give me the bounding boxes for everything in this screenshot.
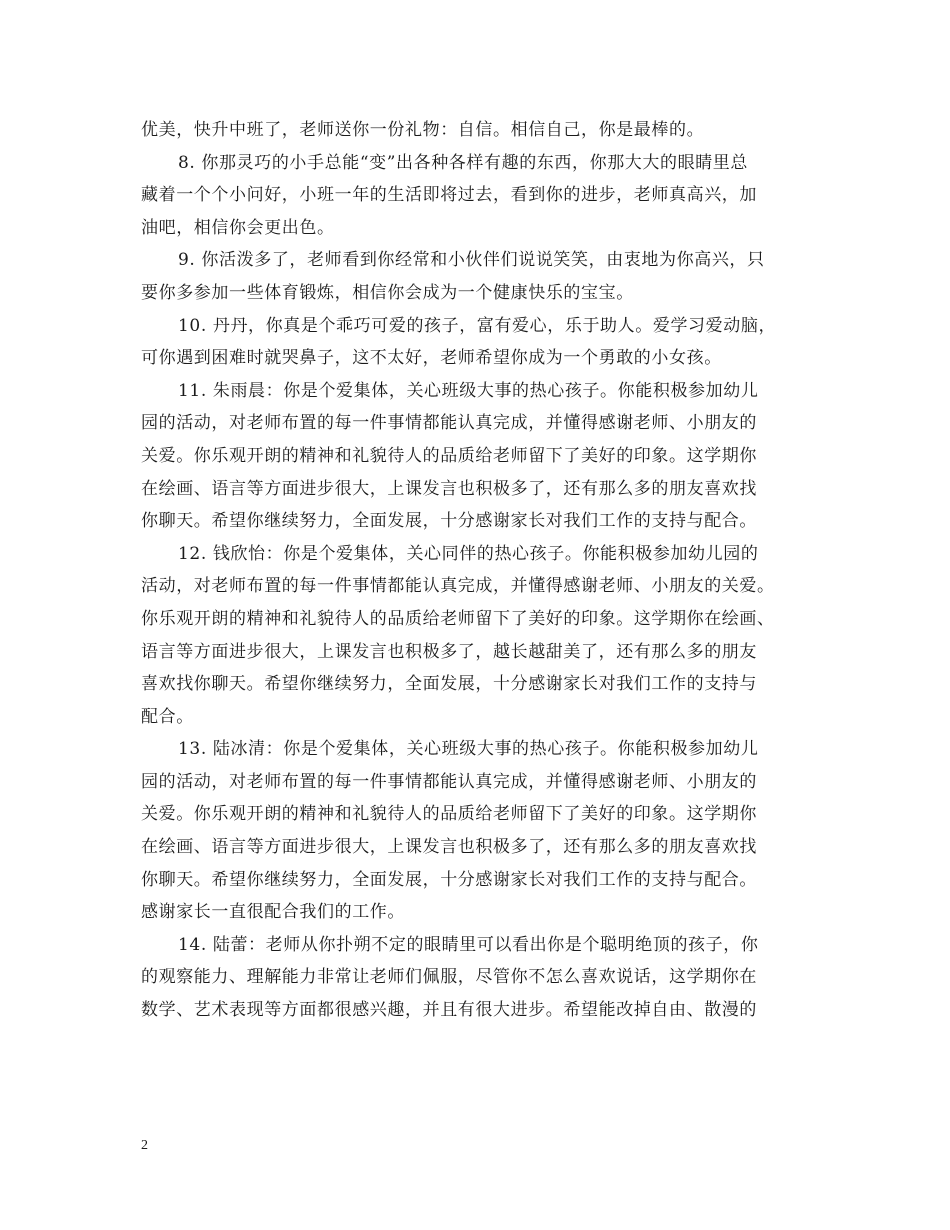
text-line: 要你多参加一些体育锻炼，相信你会成为一个健康快乐的宝宝。 bbox=[141, 282, 634, 303]
text-line: 在绘画、语言等方面进步很大，上课发言也积极多了，还有那么多的朋友喜欢找 bbox=[141, 837, 757, 858]
text-line: 的观察能力、理解能力非常让老师们佩服，尽管你不怎么喜欢说话，这学期你在 bbox=[141, 967, 757, 988]
text-line: 配合。 bbox=[141, 706, 194, 727]
text-line: 在绘画、语言等方面进步很大，上课发言也积极多了，还有那么多的朋友喜欢找 bbox=[141, 478, 757, 499]
text-line: 你聊天。希望你继续努力，全面发展，十分感谢家长对我们工作的支持与配合。 bbox=[141, 869, 757, 890]
text-line: 感谢家长一直很配合我们的工作。 bbox=[141, 902, 405, 923]
text-line: 园的活动，对老师布置的每一件事情都能认真完成，并懂得感谢老师、小朋友的 bbox=[141, 413, 757, 434]
text-line: 语言等方面进步很大，上课发言也积极多了，越长越甜美了，还有那么多的朋友 bbox=[141, 641, 757, 662]
text-line: 活动，对老师布置的每一件事情都能认真完成，并懂得感谢老师、小朋友的关爱。 bbox=[141, 576, 775, 597]
text-line: 数学、艺术表现等方面都很感兴趣，并且有很大进步。希望能改掉自由、散漫的 bbox=[141, 1000, 757, 1021]
text-line: 园的活动，对老师布置的每一件事情都能认真完成，并懂得感谢老师、小朋友的 bbox=[141, 771, 757, 792]
text-line: 油吧，相信你会更出色。 bbox=[141, 217, 335, 238]
page-number: 2 bbox=[141, 1138, 148, 1153]
text-line: 关爱。你乐观开朗的精神和礼貌待人的品质给老师留下了美好的印象。这学期你 bbox=[141, 804, 757, 825]
text-line: 13. 陆冰清：你是个爱集体，关心班级大事的热心孩子。你能积极参加幼儿 bbox=[178, 739, 759, 760]
text-line: 12. 钱欣怡：你是个爱集体，关心同伴的热心孩子。你能积极参加幼儿园的 bbox=[178, 543, 759, 564]
text-line: 优美，快升中班了，老师送你一份礼物：自信。相信自己，你是最棒的。 bbox=[141, 120, 705, 140]
text-line: 你乐观开朗的精神和礼貌待人的品质给老师留下了美好的印象。这学期你在绘画、 bbox=[141, 608, 775, 629]
text-line: 关爱。你乐观开朗的精神和礼貌待人的品质给老师留下了美好的印象。这学期你 bbox=[141, 445, 757, 466]
text-line: 8. 你那灵巧的小手总能“变”出各种各样有趣的东西，你那大大的眼睛里总 bbox=[178, 152, 749, 173]
body-text bbox=[141, 114, 821, 1027]
text-line: 喜欢找你聊天。希望你继续努力，全面发展，十分感谢家长对我们工作的支持与 bbox=[141, 674, 757, 695]
text-line: 11. 朱雨晨：你是个爱集体，关心班级大事的热心孩子。你能积极参加幼儿 bbox=[178, 380, 759, 401]
text-line: 可你遇到困难时就哭鼻子，这不太好，老师希望你成为一个勇敢的小女孩。 bbox=[141, 348, 722, 369]
text-line: 藏着一个个小问好，小班一年的生活即将过去，看到你的进步，老师真高兴，加 bbox=[141, 185, 757, 206]
text-line: 9. 你活泼多了，老师看到你经常和小伙伴们说说笑笑，由衷地为你高兴，只 bbox=[178, 250, 765, 271]
text-line: 10. 丹丹，你真是个乖巧可爱的孩子，富有爱心，乐于助人。爱学习爱动脑， bbox=[178, 315, 777, 336]
text-line: 14. 陆蕾：老师从你扑朔不定的眼睛里可以看出你是个聪明绝顶的孩子，你 bbox=[178, 934, 759, 955]
text-line: 你聊天。希望你继续努力，全面发展，十分感谢家长对我们工作的支持与配合。 bbox=[141, 511, 757, 532]
